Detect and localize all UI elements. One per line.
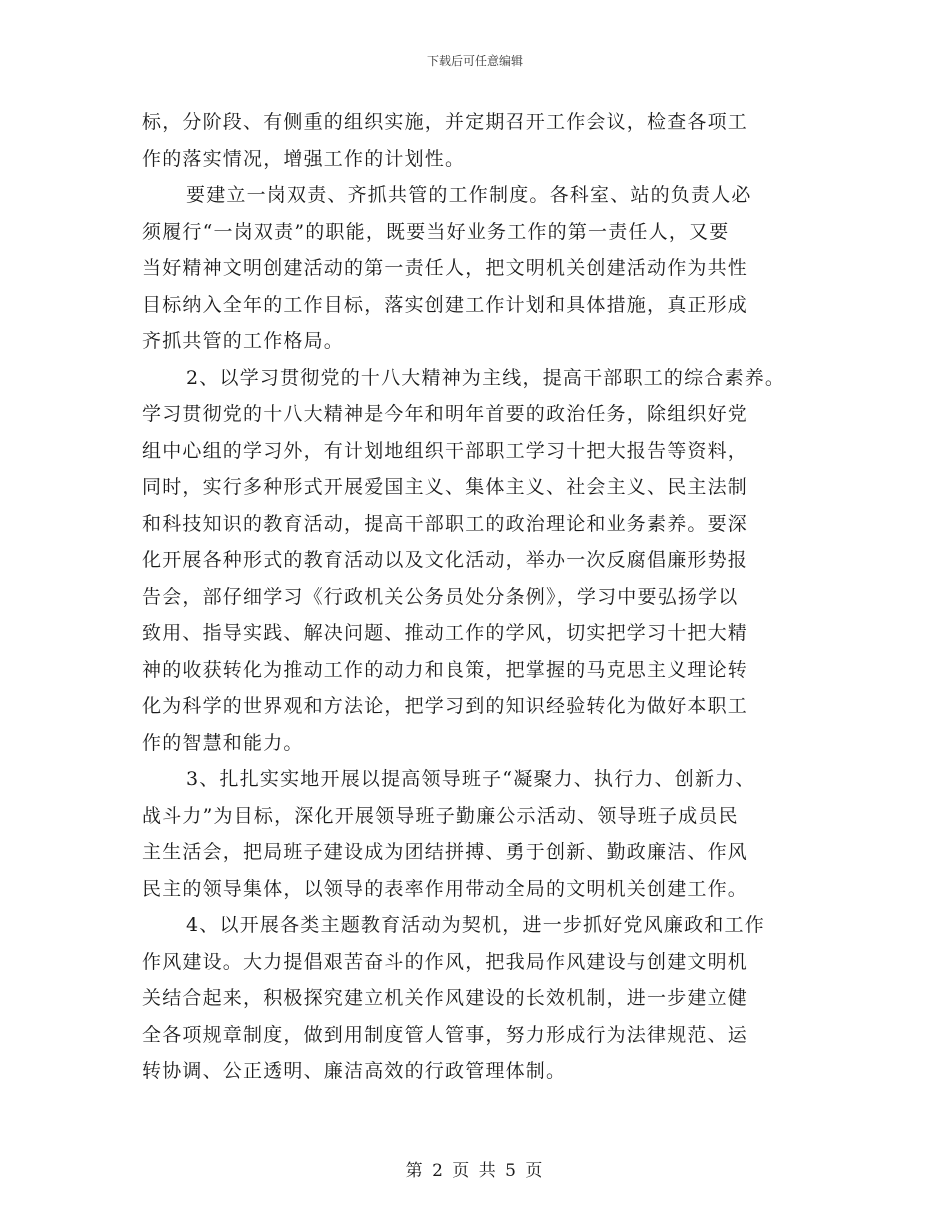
text-line: 组中心组的学习外，有计划地组织干部职工学习十把大报告等资料， [142,439,749,462]
paragraph-first-line: 4、以开展各类主题教育活动为契机，进一步抓好党风廉政和工作 [186,914,765,936]
text-line: 作的智慧和能力。 [142,731,304,754]
text-line: 同时，实行多种形式开展爱国主义、集体主义、社会主义、民主法制 [142,476,749,498]
text-line: 化开展各种形式的教育活动以及文化活动，举办一次反腐倡廉形势报 [142,549,749,571]
paragraph-first-line: 要建立一岗双责、齐抓共管的工作制度。各科室、站的负责人必 [186,184,752,206]
text-line: 关结合起来，积极探究建立机关作风建设的长效机制，进一步建立健 [142,987,749,1009]
text-line: 和科技知识的教育活动，提高干部职工的政治理论和业务素养。要深 [142,512,749,535]
text-line: 化为科学的世界观和方法论，把学习到的知识经验转化为做好本职工 [142,695,749,717]
text-line: 告会，部仔细学习《行政机关公务员处分条例》，学习中要弘扬学以 [142,585,739,608]
text-line: 作风建设。大力提倡艰苦奋斗的作风，把我局作风建设与创建文明机 [142,950,749,973]
text-line: 神的收获转化为推动工作的动力和良策，把掌握的马克思主义理论转 [142,658,749,681]
text-line: 齐抓共管的工作格局。 [142,330,345,352]
paragraph-first-line: 3、扎扎实实地开展以提高领导班子“凝聚力、执行力、创新力、 [186,768,756,790]
page-number-footer: 第 2 页 共 5 页 [405,1161,545,1181]
text-line: 作的落实情况，增强工作的计划性。 [142,147,466,170]
text-line: 转协调、公正透明、廉洁高效的行政管理体制。 [142,1060,567,1082]
text-line: 学习贯彻党的十八大精神是今年和明年首要的政治任务，除组织好党 [142,403,749,425]
text-line: 标，分阶段、有侧重的组织实施，并定期召开工作会议，检查各项工 [142,111,749,133]
text-line: 主生活会，把局班子建设成为团结拼搏、勇于创新、勤政廉洁、作风 [142,841,749,863]
text-line: 须履行“一岗双责”的职能，既要当好业务工作的第一责任人，又要 [142,220,730,243]
text-line: 民主的领导集体，以领导的表率作用带动全局的文明机关创建工作。 [142,877,749,900]
text-line: 目标纳入全年的工作目标，落实创建工作计划和具体措施，真正形成 [142,293,749,316]
paragraph-first-line: 2、以学习贯彻党的十八大精神为主线，提高干部职工的综合素养。 [186,366,786,389]
text-line: 当好精神文明创建活动的第一责任人，把文明机关创建活动作为共性 [142,257,749,279]
text-line: 战斗力”为目标，深化开展领导班子勤廉公示活动、领导班子成员民 [142,804,739,827]
page-header: 下载后可任意编辑 [426,54,523,68]
text-line: 致用、指导实践、解决问题、推动工作的学风，切实把学习十把大精 [142,622,749,644]
text-line: 全各项规章制度，做到用制度管人管事，努力形成行为法律规范、运 [142,1023,749,1046]
document-body [142,104,812,1090]
